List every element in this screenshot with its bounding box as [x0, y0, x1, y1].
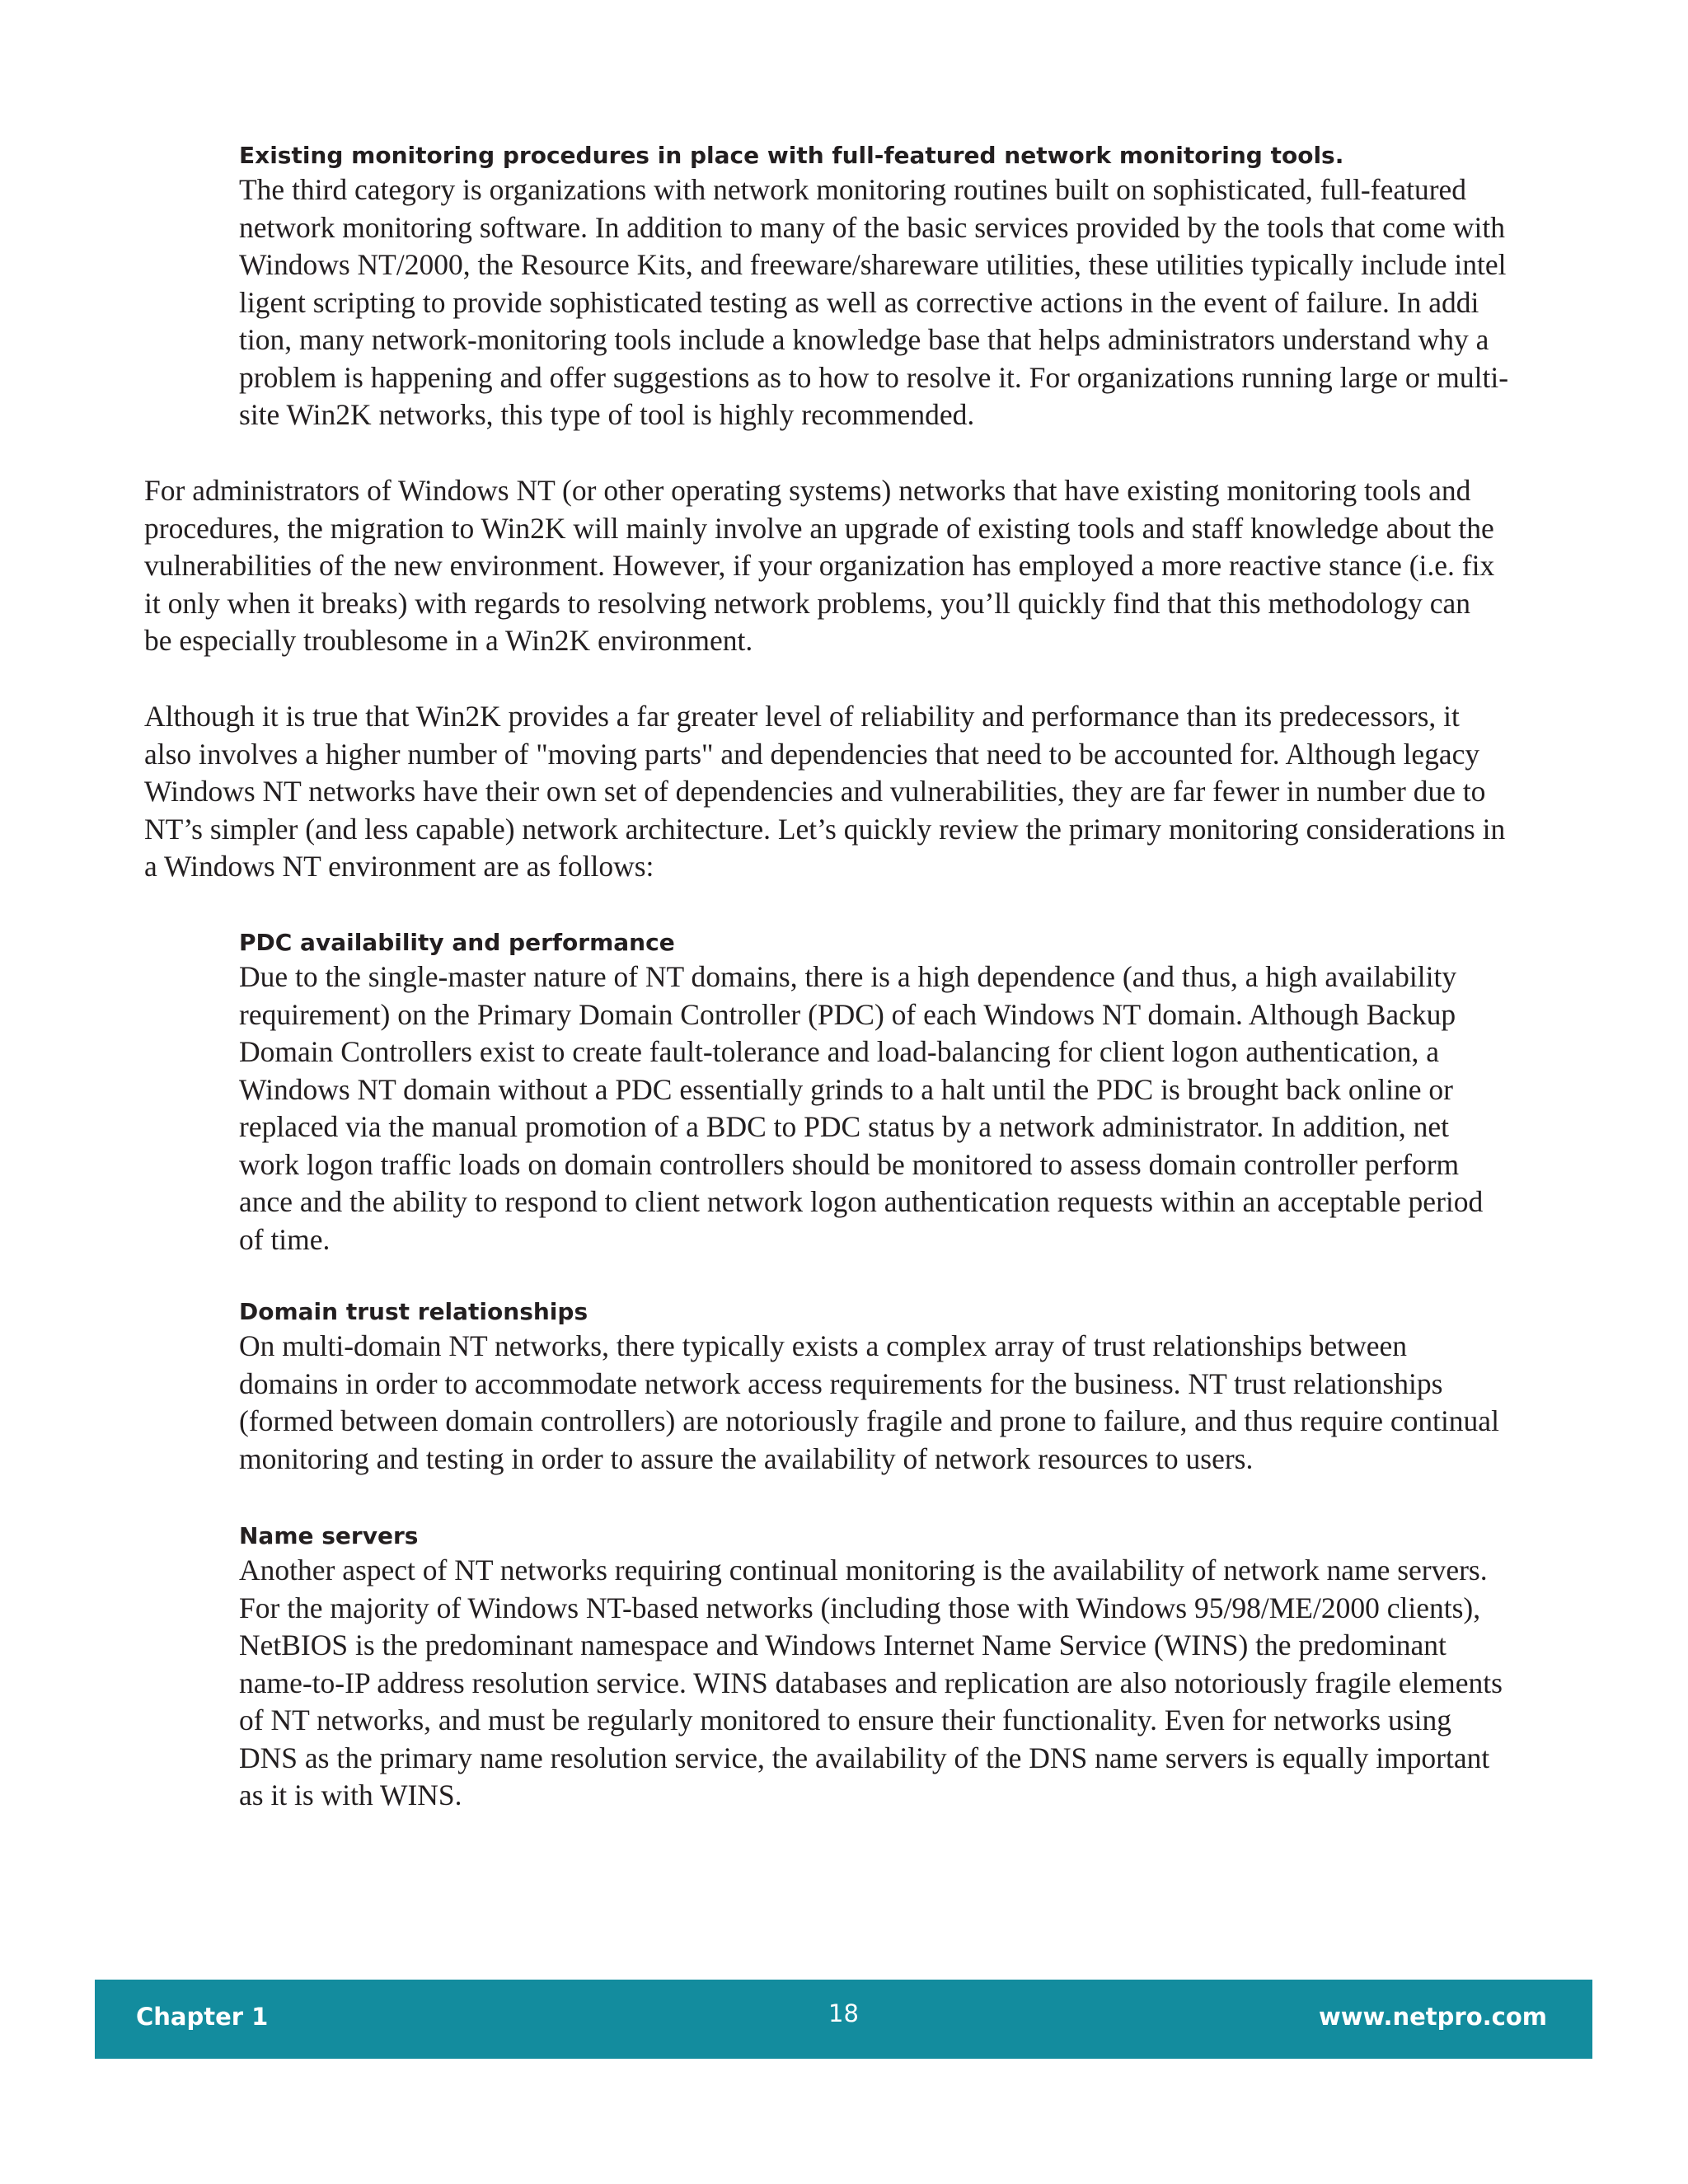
text-line: (formed between domain controllers) are notoriously fragile and prone to failure, and thus require continual — [239, 1404, 1499, 1437]
text-line: domains in order to accommodate network access requirements for the business. NT trust relationships — [239, 1366, 1443, 1400]
footer-chapter: Chapter 1 — [136, 2003, 269, 2031]
text-line: network monitoring software. In addition to many of the basic services provided by the tools that come with — [239, 210, 1506, 244]
section-heading: Name servers — [239, 1522, 419, 1549]
text-line: Although it is true that Win2K provides a far greater level of reliability and performance than its predecessors, it — [144, 700, 1460, 733]
paragraph-reliability — [144, 698, 1554, 886]
text-line: of time. — [239, 1222, 331, 1256]
text-line: NT’s simpler (and less capable) network architecture. Let’s quickly review the primary monitoring considerations in — [144, 812, 1506, 846]
text-line: as it is with WINS. — [239, 1779, 462, 1811]
footer-bar — [95, 1980, 1592, 2059]
text-line: NetBIOS is the predominant namespace and Windows Internet Name Service (WINS) the predominant — [239, 1629, 1447, 1661]
footer-page-number: 18 — [828, 1999, 859, 2027]
text-line: For administrators of Windows NT (or other operating systems) networks that have existing monitoring tools and — [144, 474, 1471, 507]
text-line: Due to the single-master nature of NT domains, there is a high dependence (and thus, a high availability — [239, 960, 1457, 993]
text-line: On multi-domain NT networks, there typically exists a complex array of trust relationships between — [239, 1329, 1408, 1362]
section-heading: Domain trust relationships — [239, 1298, 588, 1325]
section-body — [239, 171, 1558, 434]
section-heading: Existing monitoring procedures in place with full-featured network monitoring tools. — [239, 142, 1344, 169]
section-name-servers — [239, 1521, 1558, 1815]
text-line: DNS as the primary name resolution service, the availability of the DNS name servers is equally important — [239, 1741, 1490, 1774]
section-heading: PDC availability and performance — [239, 929, 675, 956]
section-body — [239, 958, 1558, 1258]
text-line: site Win2K networks, this type of tool is highly recommended. — [239, 398, 975, 431]
text-line: vulnerabilities of the new environment. However, if your organization has employed a more reactive stance (i.e. fix — [144, 549, 1495, 582]
text-line: it only when it breaks) with regards to resolving network problems, you’ll quickly find that this methodology can — [144, 586, 1471, 620]
section-body — [239, 1328, 1558, 1478]
text-line: monitoring and testing in order to assure the availability of network resources to users. — [239, 1441, 1254, 1475]
text-line: For the majority of Windows NT-based networks (including those with Windows 95/98/ME/2000 clients), — [239, 1591, 1481, 1624]
text-line: The third category is organizations with network monitoring routines built on sophisticated, full-featured — [239, 173, 1467, 206]
text-line: Windows NT domain without a PDC essentially grinds to a halt until the PDC is brought back online or — [239, 1072, 1454, 1106]
section-existing-tools — [239, 140, 1558, 434]
text-line: Windows NT/2000, the Resource Kits, and freeware/shareware utilities, these utilities typically include intel — [239, 248, 1507, 281]
section-trust — [239, 1296, 1558, 1478]
text-line: ligent scripting to provide sophisticated testing as well as corrective actions in the event of failure. In addi — [239, 285, 1479, 319]
text-line: Windows NT networks have their own set of dependencies and vulnerabilities, they are far fewer in number due to — [144, 775, 1486, 808]
section-pdc — [239, 927, 1558, 1258]
text-line: name-to-IP address resolution service. WINS databases and replication are also notoriously fragile elements — [239, 1666, 1503, 1699]
section-body — [239, 1552, 1558, 1815]
text-line: requirement) on the Primary Domain Controller (PDC) of each Windows NT domain. Although Backup — [239, 997, 1456, 1031]
text-line: Another aspect of NT networks requiring continual monitoring is the availability of network name servers. — [239, 1554, 1488, 1586]
text-line: ance and the ability to respond to client network logon authentication requests within an acceptable period — [239, 1185, 1484, 1218]
text-line: a Windows NT environment are as follows: — [144, 850, 654, 883]
text-line: also involves a higher number of "moving parts" and dependencies that need to be accounted for. Although legacy — [144, 737, 1480, 771]
text-line: Domain Controllers exist to create fault-tolerance and load-balancing for client logon authentication, a — [239, 1035, 1439, 1068]
text-line: work logon traffic loads on domain controllers should be monitored to assess domain controller perform — [239, 1147, 1460, 1181]
paragraph-administrators — [144, 472, 1554, 660]
text-line: problem is happening and offer suggestions as to how to resolve it. For organizations running large or multi- — [239, 360, 1509, 394]
text-line: of NT networks, and must be regularly monitored to ensure their functionality. Even for networks using — [239, 1704, 1451, 1736]
text-line: replaced via the manual promotion of a BDC to PDC status by a network administrator. In addition, net — [239, 1110, 1450, 1143]
footer-website-link[interactable]: www.netpro.com — [1318, 2003, 1547, 2031]
text-line: be especially troublesome in a Win2K environment. — [144, 624, 753, 657]
text-line: procedures, the migration to Win2K will mainly involve an upgrade of existing tools and staff knowledge about the — [144, 511, 1494, 545]
text-line: tion, many network-monitoring tools include a knowledge base that helps administrators understand why a — [239, 323, 1489, 356]
